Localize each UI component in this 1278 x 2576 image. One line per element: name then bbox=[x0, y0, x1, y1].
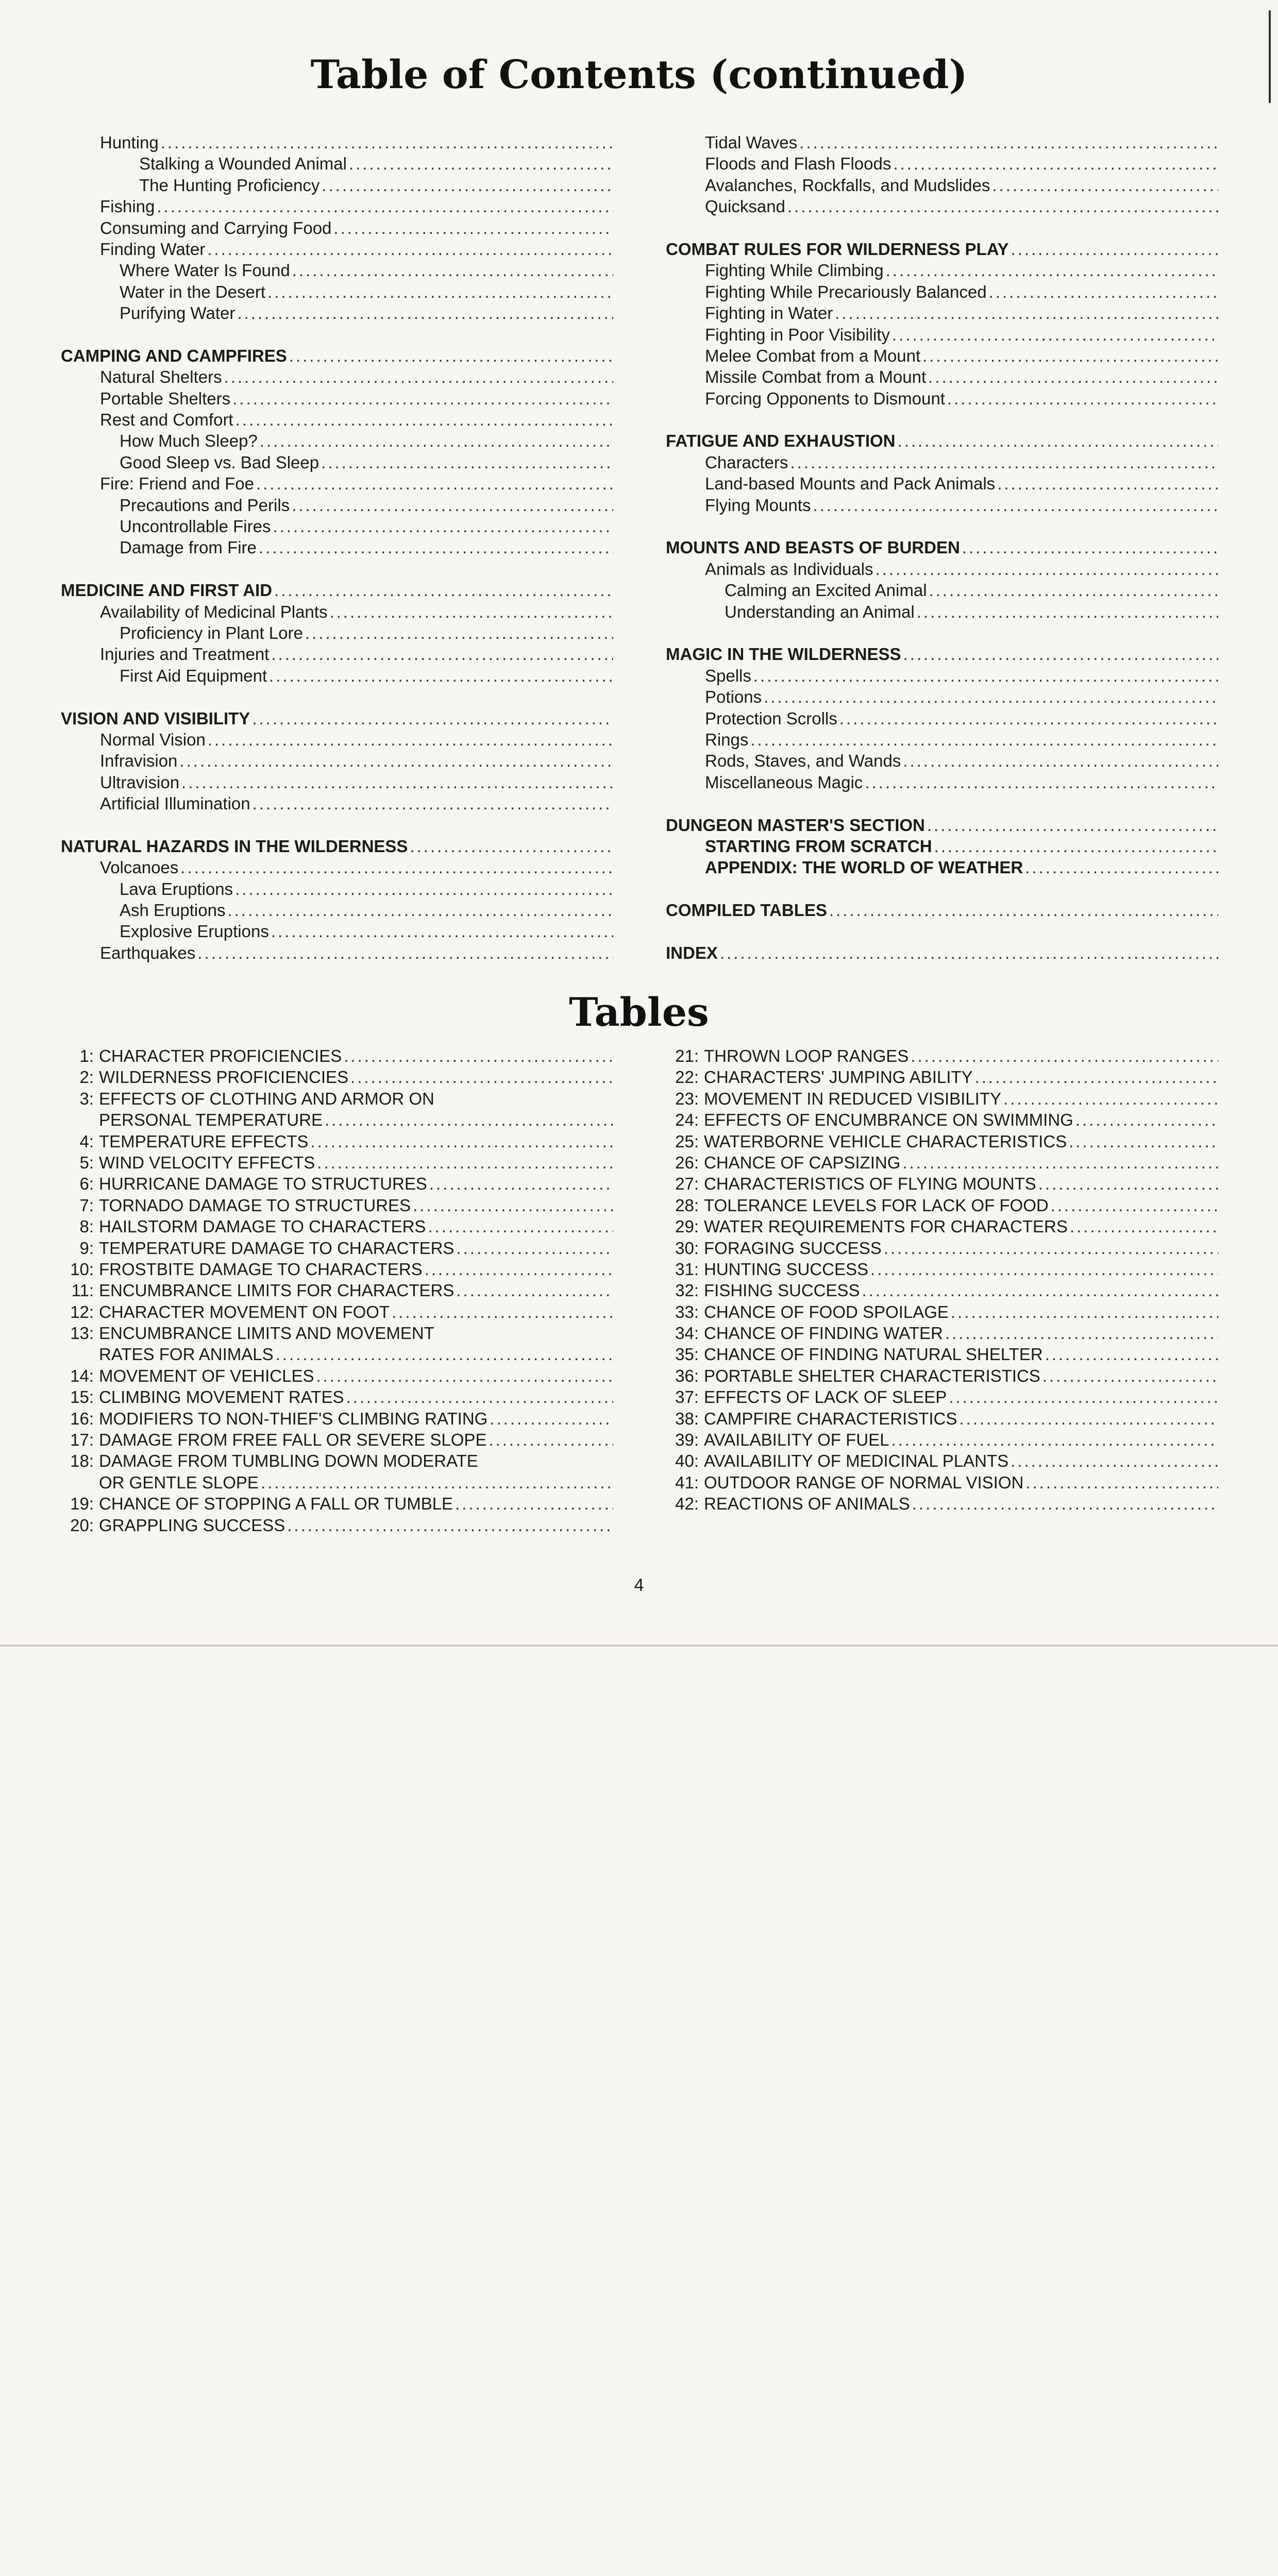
toc-entry-label: VISION AND VISIBILITY bbox=[61, 708, 250, 728]
toc-entry-label: Earthquakes bbox=[100, 943, 196, 962]
table-title: CHANCE OF CAPSIZING bbox=[704, 1153, 901, 1172]
table-title: TORNADO DAMAGE TO STRUCTURES bbox=[99, 1195, 411, 1215]
toc-entry-label: Fighting While Precariously Balanced bbox=[705, 282, 987, 301]
toc-entry-label: Land-based Mounts and Pack Animals bbox=[705, 474, 996, 494]
toc-entry-label: CAMPING AND CAMPFIRES bbox=[61, 346, 287, 365]
table-title: CHANCE OF STOPPING A FALL OR TUMBLE bbox=[99, 1494, 453, 1514]
table-number: 25: bbox=[675, 1131, 699, 1151]
table-number: 15: bbox=[70, 1387, 94, 1407]
toc-entry-label: INDEX bbox=[666, 943, 718, 962]
table-title: CHARACTER PROFICIENCIES bbox=[99, 1046, 342, 1065]
table-number: 16: bbox=[70, 1409, 94, 1428]
table-number: 6: bbox=[79, 1174, 94, 1194]
toc-entry-label: Finding Water bbox=[100, 239, 206, 259]
toc-entry-label: Characters bbox=[705, 452, 788, 472]
table-number: 41: bbox=[675, 1472, 699, 1492]
table-number: 17: bbox=[70, 1430, 94, 1450]
table-title: ENCUMBRANCE LIMITS FOR CHARACTERS bbox=[99, 1281, 455, 1300]
toc-entry-label: Where Water Is Found bbox=[120, 261, 290, 280]
table-title: EFFECTS OF LACK OF SLEEP bbox=[704, 1387, 947, 1407]
toc-entry-label: Purifying Water bbox=[120, 303, 236, 323]
table-title: MOVEMENT OF VEHICLES bbox=[99, 1366, 314, 1385]
toc-entry-label: Miscellaneous Magic bbox=[705, 772, 863, 792]
toc-left-column bbox=[61, 132, 613, 963]
table-title: THROWN LOOP RANGES bbox=[704, 1046, 909, 1065]
toc-entry-label: Missile Combat from a Mount bbox=[705, 367, 927, 387]
table-title: OR GENTLE SLOPE bbox=[99, 1472, 259, 1492]
toc-entry-label: Protection Scrolls bbox=[705, 708, 837, 728]
table-title: ENCUMBRANCE LIMITS AND MOVEMENT bbox=[99, 1324, 434, 1343]
toc-entry bbox=[61, 942, 613, 963]
table-title: HURRICANE DAMAGE TO STRUCTURES bbox=[99, 1174, 427, 1194]
toc-entry-label: Artificial Illumination bbox=[100, 794, 250, 814]
table-title: DAMAGE FROM TUMBLING DOWN MODERATE bbox=[99, 1451, 478, 1471]
table-title: AVAILABILITY OF FUEL bbox=[704, 1430, 889, 1450]
toc-entry-label: MAGIC IN THE WILDERNESS bbox=[666, 645, 901, 664]
table-number: 14: bbox=[70, 1366, 94, 1385]
table-title: PORTABLE SHELTER CHARACTERISTICS bbox=[704, 1366, 1040, 1385]
table-title: CHARACTERISTICS OF FLYING MOUNTS bbox=[704, 1174, 1036, 1194]
table-number: 31: bbox=[675, 1259, 699, 1279]
toc-entry-label: Stalking a Wounded Animal bbox=[139, 154, 347, 174]
table-number: 21: bbox=[675, 1046, 699, 1065]
table-title: MOVEMENT IN REDUCED VISIBILITY bbox=[704, 1089, 1001, 1108]
toc-entry-label: Melee Combat from a Mount bbox=[705, 346, 921, 365]
table-number: 35: bbox=[675, 1345, 699, 1364]
table-title: WILDERNESS PROFICIENCIES bbox=[99, 1067, 349, 1087]
toc-entry-label: Fighting in Water bbox=[705, 303, 833, 323]
toc-entry-label: Good Sleep vs. Bad Sleep bbox=[120, 452, 320, 472]
tables-left-column bbox=[61, 1045, 613, 1536]
toc-entry-label: MOUNTS AND BEASTS OF BURDEN bbox=[666, 538, 960, 557]
table-list-item bbox=[666, 1493, 1218, 1514]
table-title: WIND VELOCITY EFFECTS bbox=[99, 1153, 315, 1172]
table-number: 3: bbox=[79, 1089, 94, 1108]
table-title: PERSONAL TEMPERATURE bbox=[99, 1110, 323, 1130]
table-title: TEMPERATURE EFFECTS bbox=[99, 1131, 309, 1151]
toc-entry-label: Flying Mounts bbox=[705, 495, 811, 515]
table-title: CHANCE OF FINDING NATURAL SHELTER bbox=[704, 1345, 1043, 1364]
toc-entry-label: How Much Sleep? bbox=[120, 431, 258, 451]
table-number: 5: bbox=[79, 1153, 94, 1172]
table-title: AVAILABILITY OF MEDICINAL PLANTS bbox=[704, 1451, 1009, 1471]
table-number: 1: bbox=[79, 1046, 94, 1065]
table-title: MODIFIERS TO NON-THIEF'S CLIMBING RATING bbox=[99, 1409, 488, 1428]
table-title: CAMPFIRE CHARACTERISTICS bbox=[704, 1409, 957, 1428]
toc-entry-label: Tidal Waves bbox=[705, 133, 798, 152]
toc-entry-label: COMPILED TABLES bbox=[666, 901, 827, 920]
bottom-rule bbox=[0, 1645, 1278, 1647]
table-number: 10: bbox=[70, 1259, 94, 1279]
table-number: 7: bbox=[79, 1195, 94, 1215]
toc-right-column bbox=[666, 132, 1218, 963]
table-title: CHANCE OF FINDING WATER bbox=[704, 1324, 943, 1343]
toc-entry-label: Water in the Desert bbox=[120, 282, 266, 301]
table-title: FISHING SUCCESS bbox=[704, 1281, 860, 1300]
table-number: 4: bbox=[79, 1131, 94, 1151]
table-number: 38: bbox=[675, 1409, 699, 1428]
table-title: TOLERANCE LEVELS FOR LACK OF FOOD bbox=[704, 1195, 1049, 1215]
table-number: 34: bbox=[675, 1324, 699, 1343]
table-title: WATERBORNE VEHICLE CHARACTERISTICS bbox=[704, 1131, 1067, 1151]
table-number: 29: bbox=[675, 1217, 699, 1236]
table-title: FROSTBITE DAMAGE TO CHARACTERS bbox=[99, 1259, 423, 1279]
table-title: DAMAGE FROM FREE FALL OR SEVERE SLOPE bbox=[99, 1430, 487, 1450]
toc-entry-label: Precautions and Perils bbox=[120, 495, 290, 515]
table-number: 22: bbox=[675, 1067, 699, 1087]
toc-entry-label: Lava Eruptions bbox=[120, 879, 233, 899]
table-number: 33: bbox=[675, 1302, 699, 1321]
toc-entry-label: NATURAL HAZARDS IN THE WILDERNESS bbox=[61, 836, 408, 856]
toc-entry-label: The Hunting Proficiency bbox=[139, 175, 320, 195]
toc-entry-label: Fighting in Poor Visibility bbox=[705, 325, 890, 344]
toc-entry-label: Forcing Opponents to Dismount bbox=[705, 388, 945, 408]
page-title: Table of Contents (continued) bbox=[310, 52, 968, 97]
toc-entry-label: Fighting While Climbing bbox=[705, 261, 884, 280]
tables-right-column bbox=[666, 1045, 1218, 1515]
table-title: GRAPPLING SUCCESS bbox=[99, 1515, 285, 1535]
table-number: 12: bbox=[70, 1302, 94, 1321]
table-number: 37: bbox=[675, 1387, 699, 1407]
table-number: 8: bbox=[79, 1217, 94, 1236]
toc-entry-label: Availability of Medicinal Plants bbox=[100, 602, 328, 621]
toc-entry-label: Ultravision bbox=[100, 772, 180, 792]
toc-entry-label: Infravision bbox=[100, 751, 178, 771]
toc-entry-label: Avalanches, Rockfalls, and Mudslides bbox=[705, 175, 990, 195]
table-number: 40: bbox=[675, 1451, 699, 1471]
toc-entry-label: Volcanoes bbox=[100, 858, 179, 877]
table-title: TEMPERATURE DAMAGE TO CHARACTERS bbox=[99, 1238, 455, 1258]
table-title: REACTIONS OF ANIMALS bbox=[704, 1494, 910, 1514]
table-number: 23: bbox=[675, 1089, 699, 1108]
toc-entry-label: DUNGEON MASTER'S SECTION bbox=[666, 815, 925, 835]
table-number: 42: bbox=[675, 1494, 699, 1514]
table-number: 32: bbox=[675, 1281, 699, 1300]
table-number: 36: bbox=[675, 1366, 699, 1385]
toc-entry bbox=[666, 942, 1218, 963]
table-title: CHARACTERS' JUMPING ABILITY bbox=[704, 1067, 973, 1087]
table-number: 27: bbox=[675, 1174, 699, 1194]
toc-entry-label: Understanding an Animal bbox=[725, 602, 915, 621]
table-number: 39: bbox=[675, 1430, 699, 1450]
table-title: HUNTING SUCCESS bbox=[704, 1259, 869, 1279]
toc-entry-label: Calming an Excited Animal bbox=[725, 581, 927, 600]
toc-entry-label: Damage from Fire bbox=[120, 538, 257, 557]
toc-entry-label: COMBAT RULES FOR WILDERNESS PLAY bbox=[666, 239, 1009, 259]
toc-entry-label: Hunting bbox=[100, 133, 159, 152]
table-number: 30: bbox=[675, 1238, 699, 1258]
toc-entry-label: Potions bbox=[705, 687, 762, 707]
toc-entry-label: Rings bbox=[705, 730, 749, 749]
table-number: 13: bbox=[70, 1324, 94, 1343]
table-number: 18: bbox=[70, 1451, 94, 1471]
toc-entry-label: First Aid Equipment bbox=[120, 666, 267, 685]
table-title: OUTDOOR RANGE OF NORMAL VISION bbox=[704, 1472, 1024, 1492]
toc-entry-label: Portable Shelters bbox=[100, 388, 231, 408]
table-page bbox=[666, 1045, 1278, 2576]
binding-edge bbox=[1269, 10, 1271, 103]
toc-entry-label: Rest and Comfort bbox=[100, 410, 233, 430]
page-number: 4 bbox=[634, 1575, 644, 1595]
toc-entry-label: Fishing bbox=[100, 197, 155, 216]
toc-entry-label: Uncontrollable Fires bbox=[120, 517, 271, 536]
table-title: WATER REQUIREMENTS FOR CHARACTERS bbox=[704, 1217, 1068, 1236]
table-number: 26: bbox=[675, 1153, 699, 1172]
toc-entry-label: Floods and Flash Floods bbox=[705, 154, 892, 174]
table-number: 28: bbox=[675, 1195, 699, 1215]
table-number: 11: bbox=[71, 1281, 94, 1300]
toc-entry-label: Explosive Eruptions bbox=[120, 922, 269, 941]
table-title: EFFECTS OF CLOTHING AND ARMOR ON bbox=[99, 1089, 434, 1108]
table-title: CHANCE OF FOOD SPOILAGE bbox=[704, 1302, 949, 1321]
table-title: RATES FOR ANIMALS bbox=[99, 1345, 274, 1364]
toc-entry-label: Natural Shelters bbox=[100, 367, 222, 387]
toc-entry-label: Quicksand bbox=[705, 197, 785, 216]
toc-entry-label: APPENDIX: THE WORLD OF WEATHER bbox=[705, 858, 1023, 877]
table-number: 9: bbox=[79, 1238, 94, 1258]
table-title: CHARACTER MOVEMENT ON FOOT bbox=[99, 1302, 390, 1321]
table-title: FORAGING SUCCESS bbox=[704, 1238, 882, 1258]
toc-entry-label: Proficiency in Plant Lore bbox=[120, 623, 303, 642]
toc-entry-label: FATIGUE AND EXHAUSTION bbox=[666, 431, 896, 451]
table-title: EFFECTS OF ENCUMBRANCE ON SWIMMING bbox=[704, 1110, 1073, 1130]
table-number: 24: bbox=[675, 1110, 699, 1130]
table-number: 20: bbox=[70, 1515, 94, 1535]
toc-entry-label: Fire: Friend and Foe bbox=[100, 474, 254, 494]
table-number: 19: bbox=[70, 1494, 94, 1514]
toc-entry-label: Spells bbox=[705, 666, 751, 685]
table-list-item bbox=[61, 1515, 613, 1536]
table-title: HAILSTORM DAMAGE TO CHARACTERS bbox=[99, 1217, 426, 1236]
toc-entry-label: MEDICINE AND FIRST AID bbox=[61, 581, 273, 600]
table-title: CLIMBING MOVEMENT RATES bbox=[99, 1387, 344, 1407]
toc-entry-label: Normal Vision bbox=[100, 730, 206, 749]
toc-entry-label: Consuming and Carrying Food bbox=[100, 218, 332, 238]
table-number: 2: bbox=[79, 1067, 94, 1087]
toc-entry-label: Ash Eruptions bbox=[120, 901, 226, 920]
toc-entry-label: Injuries and Treatment bbox=[100, 645, 270, 664]
toc-entry-label: Animals as Individuals bbox=[705, 559, 873, 579]
toc-entry-label: Rods, Staves, and Wands bbox=[705, 751, 901, 771]
toc-entry-label: STARTING FROM SCRATCH bbox=[705, 836, 932, 856]
tables-heading: Tables bbox=[569, 989, 709, 1035]
